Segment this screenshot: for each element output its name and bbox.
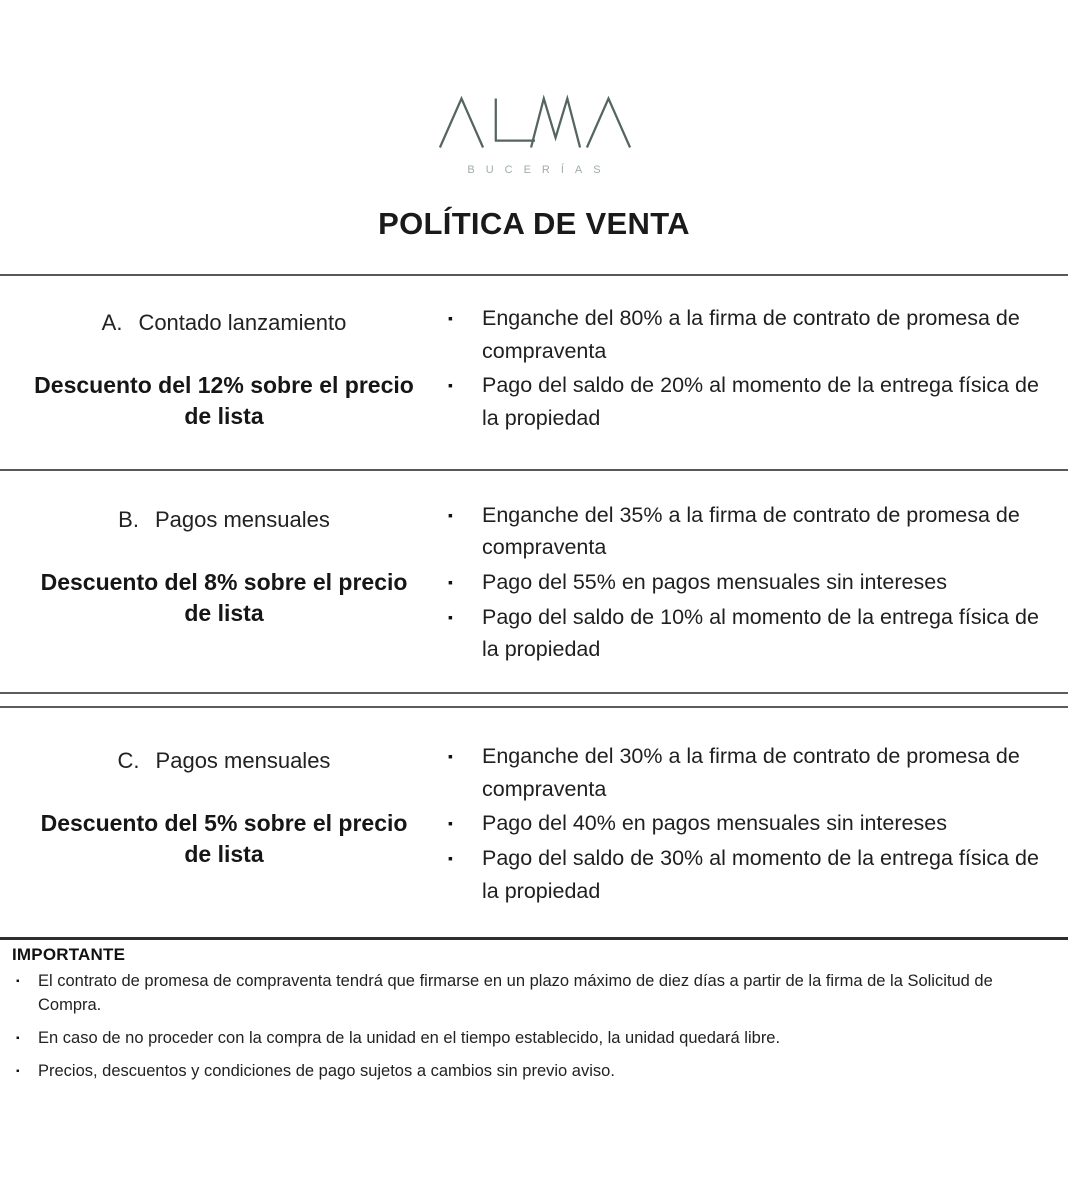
policy-a-bullet-1: Enganche del 80% a la firma de contrato de promesa de compraventa: [482, 306, 1020, 363]
policy-b-bullet-2: Pago del 55% en pagos mensuales sin intereses: [482, 570, 947, 595]
bullet-square-icon: ▪: [16, 1033, 20, 1045]
important-section: [0, 940, 1068, 1084]
policy-c-name: Pagos mensuales: [155, 748, 331, 774]
list-item: [448, 566, 1052, 599]
policy-a-name: Contado lanzamiento: [138, 310, 347, 335]
policy-a-terms: [448, 302, 1068, 435]
list-item: [448, 302, 1052, 367]
divider-b-c-double: [0, 692, 1068, 708]
policy-b-letter: B.: [118, 506, 139, 532]
bullet-square-icon: ▪: [448, 850, 453, 867]
alma-logo-icon: [436, 90, 632, 156]
bullet-square-icon: ▪: [448, 608, 453, 625]
policy-b-name: Pagos mensuales: [154, 506, 330, 532]
brand-subtext: BUCERÍAS: [467, 164, 612, 176]
policy-c-letter: C.: [117, 748, 140, 774]
policy-row-b: [0, 471, 1068, 692]
policy-a-bullet-2: Pago del saldo de 20% al momento de la entrega física de la propiedad: [482, 373, 1039, 431]
policy-b-option: [18, 507, 430, 533]
list-item: [448, 842, 1052, 907]
list-item: [448, 369, 1052, 434]
list-item: [448, 740, 1052, 805]
list-item: [448, 499, 1052, 564]
important-heading: IMPORTANTE: [12, 945, 126, 965]
policy-row-a: [0, 276, 1068, 469]
important-bullet-2: En caso de no proceder con la compra de la unidad en el tiempo establecido, la unidad quedará libre.: [38, 1029, 781, 1048]
policy-a-letter: A.: [101, 310, 123, 335]
list-item: [448, 601, 1052, 666]
brand-logo: [0, 0, 1068, 176]
page-title: POLÍTICA DE VENTA: [378, 206, 690, 241]
list-item: [448, 807, 1052, 840]
policy-c-bullet-3: Pago del saldo de 30% al momento de la entrega física de la propiedad: [482, 846, 1039, 903]
list-item: [12, 1060, 1054, 1084]
bullet-square-icon: ▪: [448, 815, 453, 832]
policy-c-summary: [0, 740, 448, 907]
policy-b-bullet-1: Enganche del 35% a la firma de contrato de promesa de compraventa: [482, 502, 1020, 560]
policy-c-discount: Descuento del 5% sobre el precio de lista: [40, 810, 408, 868]
bullet-square-icon: ▪: [16, 976, 20, 988]
policy-b-terms: [448, 499, 1068, 666]
bullet-square-icon: ▪: [448, 574, 453, 591]
bullet-square-icon: ▪: [448, 506, 453, 523]
policy-row-c: [0, 708, 1068, 937]
important-bullet-1: El contrato de promesa de compraventa tendrá que firmarse en un plazo máximo de diez días a partir de la firma de la Solicitud de Compra.: [38, 972, 993, 1015]
policy-a-summary: [0, 302, 448, 435]
list-item: [12, 970, 1054, 1018]
policy-a-discount: Descuento del 12% sobre el precio de lista: [34, 372, 414, 430]
policy-b-bullet-3: Pago del saldo de 10% al momento de la entrega física de la propiedad: [482, 604, 1039, 662]
important-bullet-3: Precios, descuentos y condiciones de pago sujetos a cambios sin previo aviso.: [38, 1062, 615, 1081]
policy-c-terms: [448, 740, 1068, 907]
policy-c-option: [18, 748, 430, 774]
bullet-square-icon: ▪: [448, 310, 453, 326]
policy-c-bullet-2: Pago del 40% en pagos mensuales sin intereses: [482, 811, 947, 836]
policy-b-summary: [0, 499, 448, 666]
bullet-square-icon: ▪: [16, 1066, 20, 1078]
policy-c-bullet-1: Enganche del 30% a la firma de contrato de promesa de compraventa: [482, 744, 1020, 801]
policy-b-discount: Descuento del 8% sobre el precio de lista: [40, 568, 408, 626]
bullet-square-icon: ▪: [448, 748, 453, 765]
list-item: [12, 1027, 1054, 1051]
policy-a-option: [18, 310, 430, 336]
bullet-square-icon: ▪: [448, 377, 453, 394]
